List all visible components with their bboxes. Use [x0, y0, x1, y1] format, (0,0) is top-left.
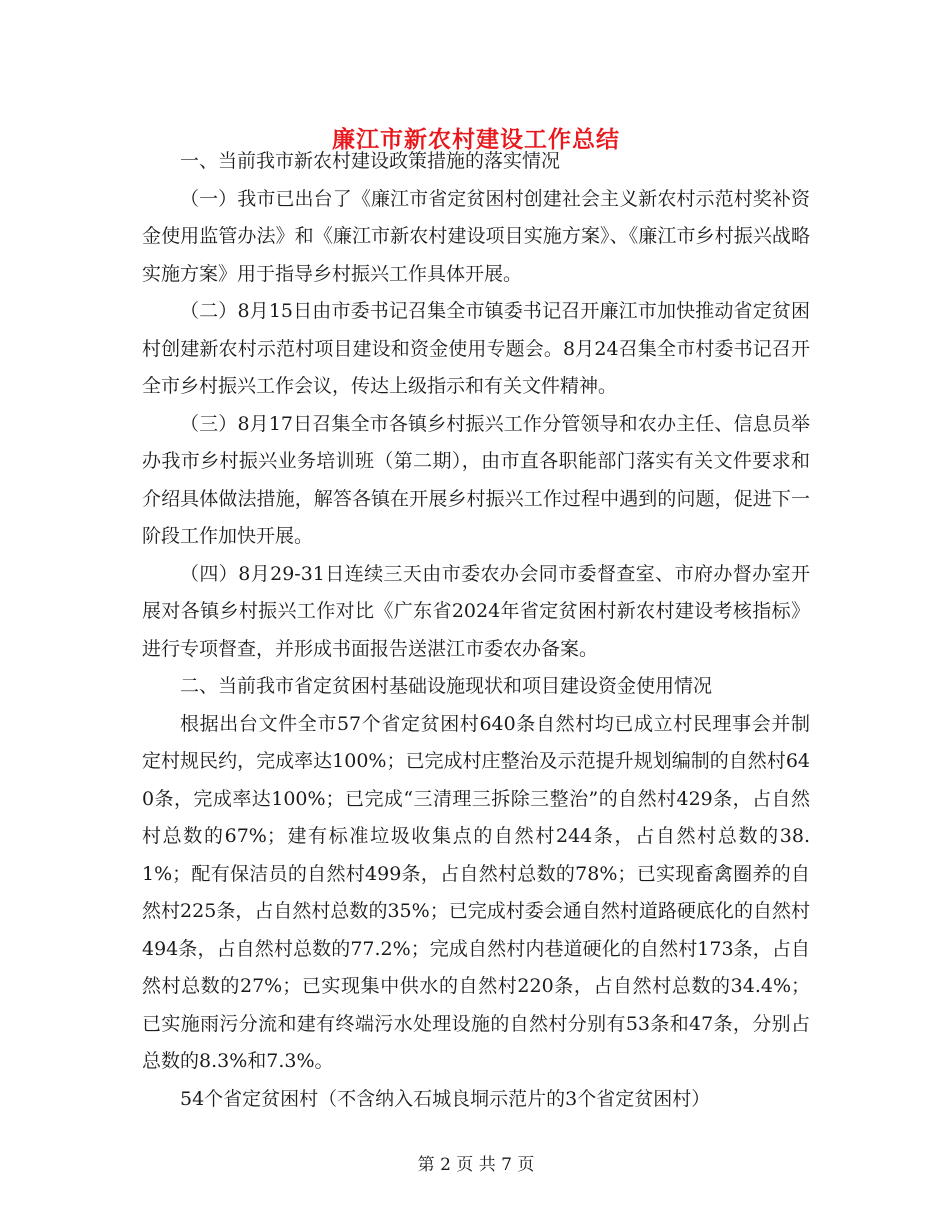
- document-page: [142, 0, 810, 1230]
- section-heading-1: 一、当前我市新农村建设政策措施的落实情况: [180, 150, 561, 172]
- document-title: 廉江市新农村建设工作总结: [332, 126, 620, 154]
- paragraph-item-4: （四）8月29-31日连续三天由市委农办会同市委督查室、市府办督办室开展对各镇乡村振兴工作对比《广东省2024年省定贫困村新农村建设考核指标》进行专项督查，并形成书面报告送湛江市委农办备案。: [142, 562, 810, 660]
- paragraph-item-3: （三）8月17日召集全市各镇乡村振兴工作分管领导和农办主任、信息员举办我市乡村振兴业务培训班（第二期），由市直各职能部门落实有关文件要求和介绍具体做法措施，解答各镇在开展乡村振兴工作过程中遇到的问题，促进下一阶段工作加快开展。: [142, 412, 810, 547]
- paragraph-statistics: 根据出台文件全市57个省定贫困村640条自然村均已成立村民理事会并制定村规民约，完成率达100%；已完成村庄整治及示范提升规划编制的自然村640条，完成率达100%；已完成“三清理三拆除三整治”的自然村429条，占自然村总数的67%；建有标准垃圾收集点的自然村244条，占自然村总数的38.1%；配有保洁员的自然村499条，占自然村总数的78%；已实现畜禽圈养的自然村225条，占自然村总数的35%；已完成村委会通自然村道路硬底化的自然村494条，占自然村总数的77.2%；完成自然村内巷道硬化的自然村173条，占自然村总数的27%；已实现集中供水的自然村220条，占自然村总数的34.4%；已实施雨污分流和建有终端污水处理设施的自然村分别有53条和47条，分别占总数的8.3%和7.3%。: [142, 712, 810, 1072]
- section-heading-2: 二、当前我市省定贫困村基础设施现状和项目建设资金使用情况: [180, 675, 713, 697]
- document-body: [142, 143, 810, 1118]
- paragraph-item-2: （二）8月15日由市委书记召集全市镇委书记召开廉江市加快推动省定贫困村创建新农村示范村项目建设和资金使用专题会。8月24召集全市村委书记召开全市乡村振兴工作会议，传达上级指示和有关文件精神。: [142, 300, 810, 397]
- paragraph-item-1: （一）我市已出台了《廉江市省定贫困村创建社会主义新农村示范村奖补资金使用监管办法》和《廉江市新农村建设项目实施方案》、《廉江市乡村振兴战略实施方案》用于指导乡村振兴工作具体开展。: [142, 187, 810, 285]
- paragraph-continued: 54个省定贫困村（不含纳入石城良垌示范片的3个省定贫困村）: [180, 1087, 711, 1110]
- page-number-footer: 第 2 页 共 7 页: [417, 1155, 535, 1175]
